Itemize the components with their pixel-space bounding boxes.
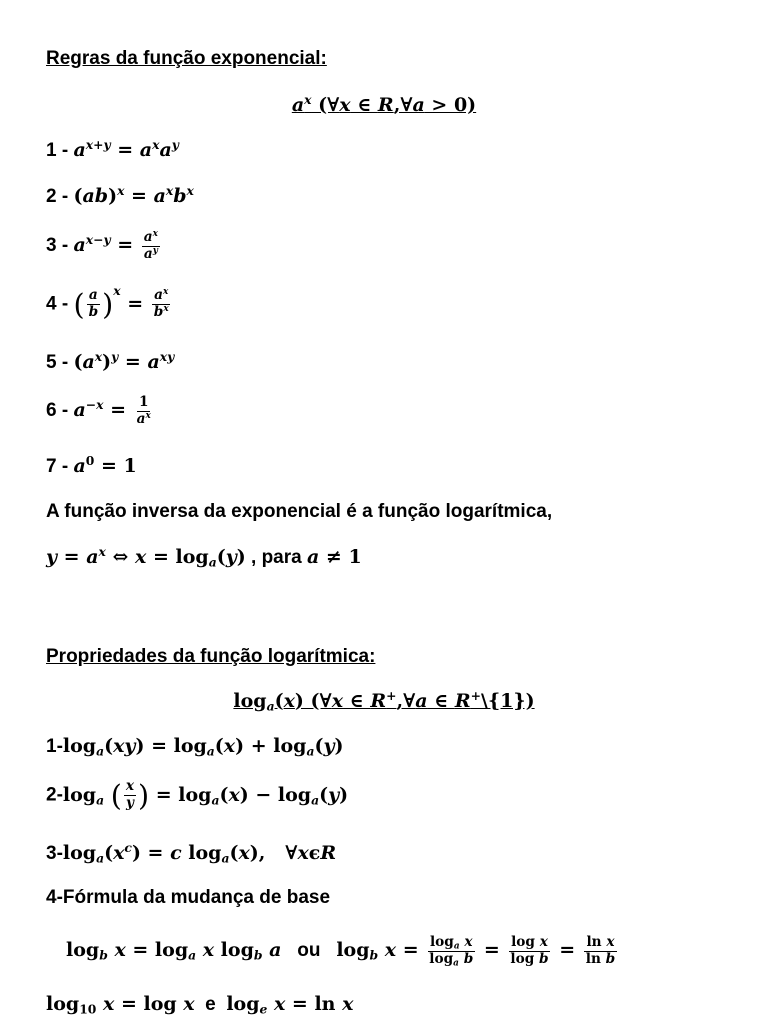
log-prop-2: $2-\log_a$ ( $\frac{x}{y}$ ) = $\log_a(x) - \log_a(y)$ <box>46 778 349 812</box>
log-prop-3: $3-\log_a(x^c) = c$ $\log_a(x)$, ∀xϵR <box>46 840 337 866</box>
exp-heading <box>46 48 327 70</box>
exp-rule-1: $1 - a^{x+y} = a^xa^y$ <box>46 137 179 161</box>
log-heading-text: Propriedades da função logarítmica: <box>46 646 376 667</box>
log-notation: $\log_{10} x = \log x$ e $\log_e x = \ln x$ <box>46 993 354 1017</box>
change-of-base-formula: $\log_b x = \log_a x$ $\log_b a$ ou $\log_b x$ = $\frac{\log_a x}{\log_a b}$ = $\frac{\text{log x}}{\text{log b}}$ = $\frac{\text{ln x}}{\text{ln b}}$ <box>66 934 616 969</box>
exp-domain: $a^x$ (∀x ∈ R,∀a > 0) <box>291 92 477 116</box>
exp-rule-6: $6 - a^{-x}$ = $\frac{1}{a^x}$ <box>46 394 151 427</box>
log-heading <box>46 646 375 668</box>
exp-rule-3: $3 - a^{x-y}$ = $\frac{a^x}{a^y}$ <box>46 229 158 262</box>
log-prop-4: 4-Fórmula da mudança de base <box>46 887 331 908</box>
inverse-text: A função inversa da exponencial é a função logarítmica, <box>46 501 553 522</box>
exp-rule-7: $7 - a^0 = 1$ <box>46 453 137 477</box>
log-domain: $\log_a(x)$ (∀x ∈ R+,∀a ∈ R+\{1}) <box>233 688 535 714</box>
exp-rule-4: 4 - ( $\frac{a}{b}$ )$^x$ = $\frac{a^x}{b^x}$ <box>46 282 169 321</box>
exp-rule-2: $2 - (ab)^x = a^xb^x$ <box>46 183 194 207</box>
exp-rule-5: $5 - (a^x)^y = a^{xy}$ <box>46 349 175 373</box>
exp-heading-text: Regras da função exponencial: <box>46 48 327 69</box>
inverse-formula: $y = a^x$ ⇔ $x = \log_a(y)$ , para a ≠ 1 <box>46 544 362 570</box>
log-prop-1: $1-\log_a(xy) = \log_a(x) + \log_a(y)$ <box>46 735 344 759</box>
